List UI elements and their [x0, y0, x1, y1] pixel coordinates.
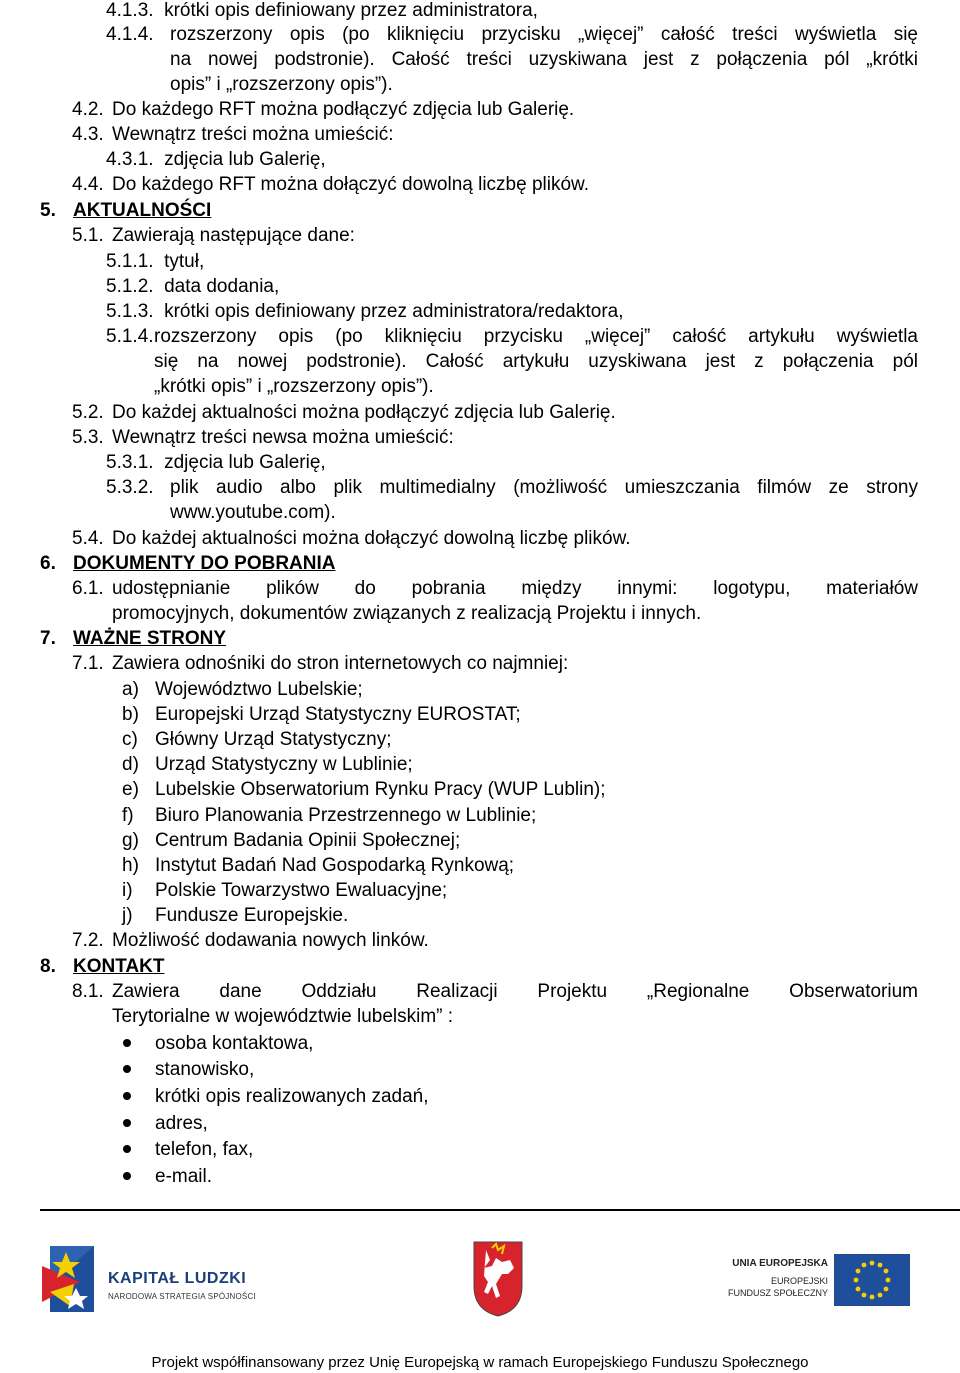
lubelskie-coat-of-arms — [472, 1240, 524, 1318]
list-item: telefon, fax, — [155, 1139, 254, 1160]
item-4-1-4-cont2: opis” i „rozszerzony opis”). — [170, 74, 393, 95]
eu-logo — [726, 1254, 910, 1306]
list-item: stanowisko, — [155, 1059, 255, 1080]
item-5-3-1: 5.3.1. zdjęcia lub Galerię, — [106, 452, 326, 473]
bullet-icon — [123, 1039, 131, 1047]
list-item: adres, — [155, 1113, 208, 1134]
kapital-ludzki-title: KAPITAŁ LUDZKI — [108, 1270, 247, 1287]
coat-of-arms-icon — [472, 1240, 524, 1318]
kapital-ludzki-logo — [40, 1244, 272, 1314]
list-item: e-mail. — [155, 1166, 213, 1187]
list-item: osoba kontaktowa, — [155, 1033, 314, 1054]
item-6-1-cont: promocyjnych, dokumentów związanych z realizacją Projektu i innych. — [112, 603, 702, 624]
item-number: 4.1.4. — [106, 24, 154, 45]
eu-label-1: UNIA EUROPEJSKA — [732, 1258, 828, 1269]
item-number: 4.1.3. — [106, 0, 154, 21]
item-4-1-4-cont: na nowej podstronie). Całość treści uzyskiwana jest z połączenia pól „krótki — [170, 49, 918, 70]
eu-flag-icon — [834, 1254, 910, 1306]
item-5-1-4-cont2: „krótki opis” i „rozszerzony opis”). — [154, 376, 434, 397]
eu-label-3: FUNDUSZ SPOŁECZNY — [727, 1288, 828, 1298]
list-item: krótki opis realizowanych zadań, — [155, 1086, 429, 1107]
item-5-1-1: 5.1.1. tytuł, — [106, 251, 205, 272]
item-5-1-2: 5.1.2. data dodania, — [106, 276, 280, 297]
item-5-1-4-cont: się na nowej podstronie). Całość artykułu uzyskiwana jest z połączenia pól — [154, 351, 918, 372]
item-8-1-cont: Terytorialne w województwie lubelskim” : — [112, 1006, 454, 1027]
footer-divider — [40, 1209, 960, 1211]
bullet-icon — [123, 1065, 131, 1073]
bullet-icon — [123, 1172, 131, 1180]
bullet-icon — [123, 1145, 131, 1153]
bullet-icon — [123, 1119, 131, 1127]
footer-note: Projekt współfinansowany przez Unię Europejską w ramach Europejskiego Funduszu Społecznego — [151, 1354, 809, 1371]
bullet-icon — [123, 1092, 131, 1100]
item-text: krótki opis definiowany przez administratora, — [164, 0, 538, 21]
item-4-3-1: 4.3.1. zdjęcia lub Galerię, — [106, 149, 326, 170]
kapital-ludzki-emblem-icon — [40, 1244, 100, 1314]
item-4-1-3 — [106, 0, 538, 23]
item-5-3-2-cont: www.youtube.com). — [170, 502, 336, 523]
eu-label-2: EUROPEJSKI — [770, 1276, 828, 1286]
kapital-ludzki-subtitle: NARODOWA STRATEGIA SPÓJNOŚCI — [108, 1292, 256, 1301]
item-5-1-3: 5.1.3. krótki opis definiowany przez administratora/redaktora, — [106, 301, 624, 322]
item-text: rozszerzony opis (po kliknięciu przycisku „więcej” całość treści wyświetla się — [170, 24, 918, 45]
